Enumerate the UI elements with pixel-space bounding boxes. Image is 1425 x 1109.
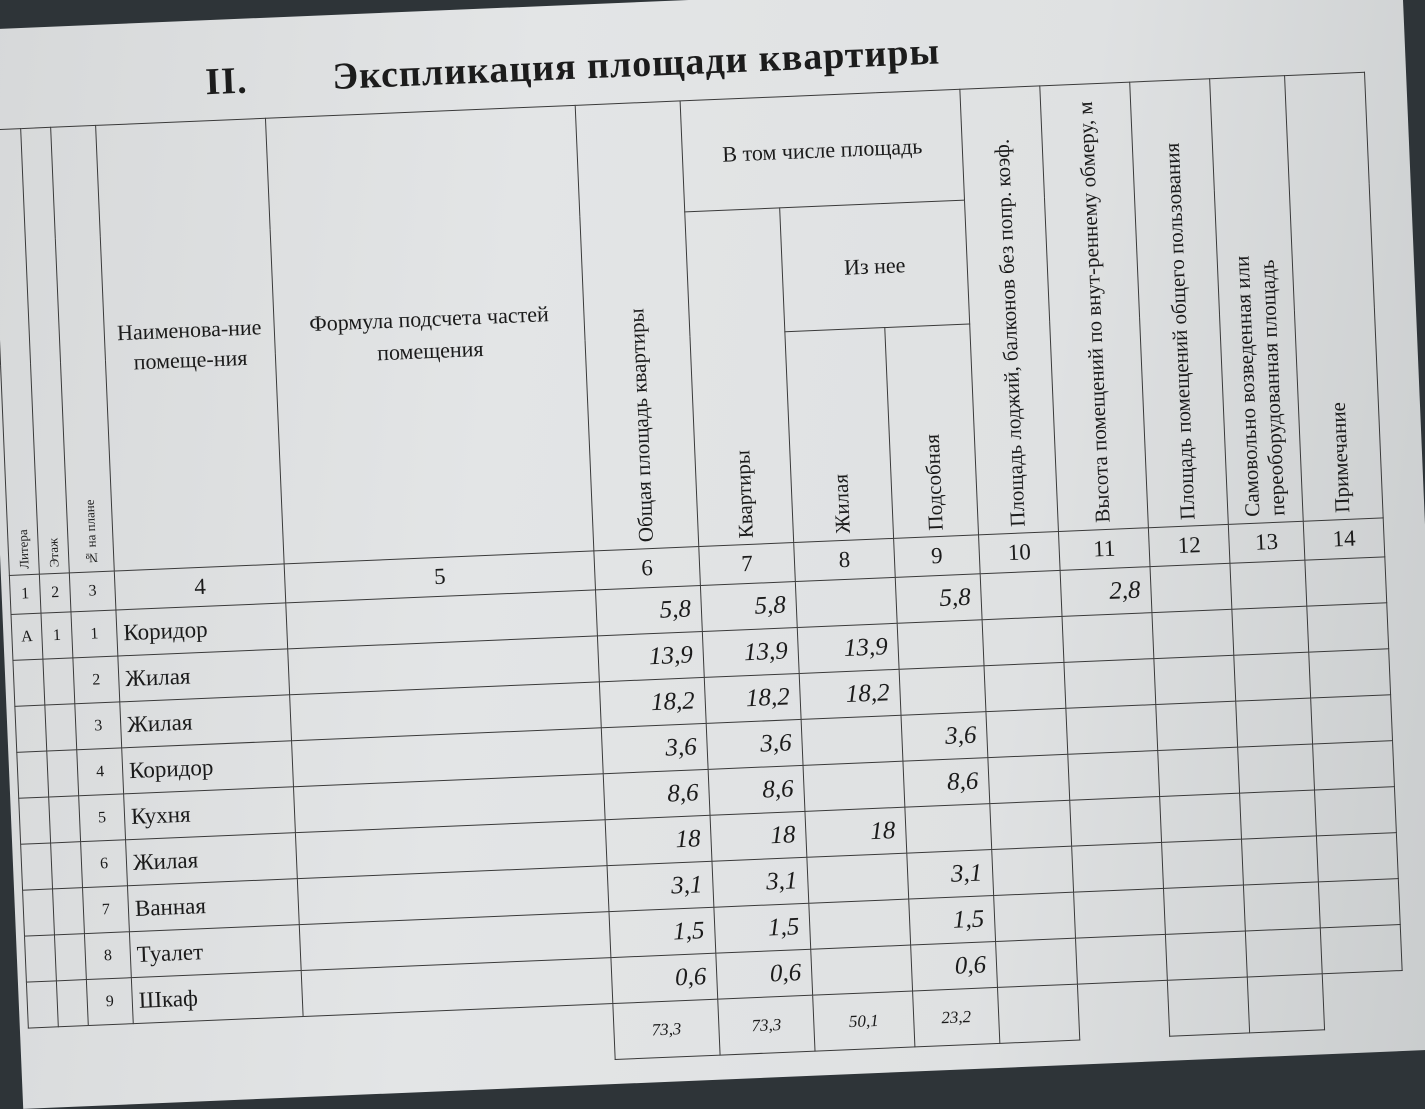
auxiliary-area-sum: 23,2 — [913, 987, 1000, 1047]
loggia-cell — [982, 616, 1064, 665]
header-note: Примечание — [1285, 72, 1384, 521]
header-auxiliary: Подсобная — [885, 324, 979, 538]
column-number: 3 — [69, 571, 116, 612]
loggia-sum — [997, 984, 1079, 1043]
note-cell — [1305, 557, 1387, 606]
common-area-cell — [1162, 839, 1244, 888]
column-number: 2 — [39, 573, 71, 613]
self-built-cell — [1236, 698, 1313, 747]
height-cell: 2,8 — [1060, 567, 1152, 617]
floor-cell — [53, 888, 85, 935]
apartment-area-cell: 13,9 — [702, 628, 799, 678]
column-number: 5 — [284, 551, 595, 603]
column-number: 14 — [1303, 518, 1385, 560]
self-built-cell — [1243, 882, 1320, 931]
column-number: 7 — [699, 543, 796, 586]
auxiliary-area-cell: 1,5 — [909, 896, 996, 946]
floor-cell — [56, 980, 88, 1027]
height-cell — [1066, 705, 1158, 755]
common-area-cell — [1158, 747, 1240, 796]
plan-number-cell: 2 — [73, 656, 120, 704]
column-number: 9 — [894, 535, 981, 578]
loggia-cell — [990, 800, 1072, 849]
room-name-cell: Жилая — [126, 833, 298, 886]
height-cell — [1070, 796, 1162, 846]
height-cell — [1076, 934, 1168, 984]
floor-cell: 1 — [41, 612, 73, 659]
auxiliary-area-cell: 3,6 — [901, 712, 988, 762]
total-area-cell: 18,2 — [599, 677, 706, 727]
total-area-cell: 18 — [605, 815, 712, 865]
floor-cell — [47, 750, 79, 797]
total-area-cell: 0,6 — [611, 953, 718, 1003]
litera-cell — [13, 659, 45, 706]
column-number: 1 — [9, 574, 41, 614]
header-room-name: Наименова-ние помеще-ния — [96, 118, 285, 571]
apartment-area-cell: 1,5 — [714, 903, 811, 953]
floor-cell — [45, 704, 77, 751]
apartment-area-cell: 5,8 — [700, 582, 797, 632]
apartment-area-cell: 18,2 — [704, 673, 801, 723]
loggia-cell — [984, 662, 1066, 711]
litera-cell — [26, 981, 58, 1028]
column-number: 8 — [794, 538, 896, 581]
header-floor: Этаж — [21, 127, 70, 574]
height-cell — [1074, 888, 1166, 938]
auxiliary-area-cell — [899, 666, 986, 716]
self-built-cell — [1234, 652, 1311, 701]
loggia-cell — [988, 754, 1070, 803]
height-cell — [1062, 613, 1154, 663]
loggia-cell — [986, 708, 1068, 757]
header-of-which: Из нее — [780, 200, 970, 332]
header-self-built: Самовольно возведенная или переоборудованная площадь — [1210, 76, 1304, 525]
column-number: 6 — [594, 547, 701, 590]
note-cell — [1311, 695, 1393, 744]
living-area-cell — [795, 577, 897, 627]
floor-cell — [51, 842, 83, 889]
loggia-cell — [994, 892, 1076, 941]
column-number: 11 — [1058, 528, 1150, 571]
apartment-area-cell: 8,6 — [708, 765, 805, 815]
litera-cell — [19, 797, 51, 844]
loggia-cell — [996, 938, 1078, 987]
living-area-cell: 13,9 — [797, 623, 899, 673]
living-area-cell — [809, 899, 911, 949]
plan-number-cell: 4 — [77, 748, 124, 796]
column-number: 12 — [1148, 524, 1230, 566]
litera-cell — [23, 889, 55, 936]
header-litera: Литера — [0, 129, 39, 576]
section-number: II. — [204, 59, 249, 104]
plan-number-cell: 8 — [84, 932, 131, 980]
room-name-cell: Туалет — [129, 925, 301, 978]
auxiliary-area-cell: 8,6 — [903, 758, 990, 808]
floor-cell — [43, 658, 75, 705]
header-apartment: Квартиры — [685, 208, 794, 547]
note-cell — [1313, 741, 1395, 790]
living-area-sum: 50,1 — [813, 991, 915, 1051]
self-built-cell — [1245, 928, 1322, 977]
living-area-cell — [811, 945, 913, 995]
self-built-cell — [1230, 560, 1307, 609]
auxiliary-area-cell: 5,8 — [895, 574, 982, 624]
room-name-cell: Жилая — [120, 695, 292, 748]
total-area-cell: 13,9 — [597, 631, 704, 681]
auxiliary-area-cell: 0,6 — [911, 941, 998, 991]
loggia-cell — [980, 570, 1062, 619]
common-area-cell — [1154, 655, 1236, 704]
note-sum-blank — [1322, 970, 1404, 1029]
self-built-cell — [1240, 790, 1317, 839]
room-name-cell: Шкаф — [131, 971, 303, 1024]
column-number: 4 — [114, 564, 285, 610]
self-built-sum — [1247, 974, 1324, 1033]
apartment-area-cell: 18 — [710, 811, 807, 861]
note-cell — [1309, 649, 1391, 698]
self-built-cell — [1241, 836, 1318, 885]
living-area-cell: 18,2 — [799, 669, 901, 719]
plan-number-cell: 7 — [83, 886, 130, 934]
auxiliary-area-cell — [897, 620, 984, 670]
litera-cell — [21, 843, 53, 890]
litera-cell — [17, 751, 49, 798]
common-area-cell — [1160, 793, 1242, 842]
self-built-cell — [1232, 606, 1309, 655]
living-area-cell — [803, 761, 905, 811]
total-area-sum: 73,3 — [613, 999, 720, 1059]
common-area-cell — [1165, 931, 1247, 980]
header-living: Жилая — [785, 328, 894, 543]
room-name-cell: Кухня — [124, 787, 296, 840]
plan-number-cell: 9 — [86, 978, 133, 1026]
total-area-cell: 1,5 — [609, 907, 716, 957]
header-total-area: Общая площадь квартиры — [575, 101, 699, 551]
self-built-cell — [1238, 744, 1315, 793]
common-area-cell — [1152, 609, 1234, 658]
apartment-area-sum: 73,3 — [718, 995, 815, 1055]
litera-cell — [15, 705, 47, 752]
litera-cell — [24, 935, 56, 982]
auxiliary-area-cell — [905, 804, 992, 854]
header-including: В том числе площадь — [680, 89, 964, 212]
total-area-cell: 3,6 — [601, 723, 708, 773]
room-name-cell: Коридор — [122, 741, 294, 794]
loggia-cell — [992, 846, 1074, 895]
height-cell — [1064, 659, 1156, 709]
note-cell — [1316, 833, 1398, 882]
common-area-cell — [1150, 563, 1232, 612]
note-cell — [1315, 787, 1397, 836]
common-area-cell — [1156, 701, 1238, 750]
note-cell — [1320, 925, 1402, 974]
common-area-cell — [1163, 885, 1245, 934]
common-area-sum — [1167, 977, 1249, 1036]
floor-cell — [49, 796, 81, 843]
column-number: 10 — [979, 531, 1061, 573]
section-title: Экспликация площади квартиры — [331, 30, 941, 98]
litera-cell: А — [11, 613, 43, 660]
room-name-cell: Жилая — [118, 649, 290, 702]
total-area-cell: 3,1 — [607, 861, 714, 911]
plan-number-cell: 6 — [81, 840, 128, 888]
total-area-cell: 8,6 — [603, 769, 710, 819]
floor-cell — [54, 934, 86, 981]
apartment-area-cell: 3,6 — [706, 719, 803, 769]
plan-number-cell: 1 — [71, 610, 118, 658]
room-name-cell: Коридор — [116, 603, 288, 656]
room-name-cell: Ванная — [127, 879, 299, 932]
living-area-cell: 18 — [805, 807, 907, 857]
living-area-cell — [801, 715, 903, 765]
living-area-cell — [807, 853, 909, 903]
plan-number-cell: 5 — [79, 794, 126, 842]
apartment-area-cell: 3,1 — [712, 857, 809, 907]
plan-number-cell: 3 — [75, 702, 122, 750]
height-sum-blank — [1077, 980, 1169, 1040]
explication-table — [0, 72, 1405, 1085]
apartment-area-cell: 0,6 — [716, 949, 813, 999]
note-cell — [1307, 603, 1389, 652]
header-loggia: Площадь лоджий, балконов без попр. коэф. — [960, 86, 1059, 535]
height-cell — [1072, 842, 1164, 892]
header-common-area: Площадь помещений общего пользования — [1130, 79, 1229, 528]
auxiliary-area-cell: 3,1 — [907, 850, 994, 900]
page-title — [204, 30, 940, 105]
header-formula: Формула подсчета частей помещения — [265, 105, 593, 564]
height-cell — [1068, 751, 1160, 801]
total-area-cell: 5,8 — [595, 586, 702, 636]
column-number: 13 — [1228, 521, 1305, 563]
note-cell — [1318, 879, 1400, 928]
header-height: Высота помещений по внут-реннему обмеру, м — [1040, 82, 1149, 531]
header-plan-number: № на плане — [51, 125, 115, 572]
